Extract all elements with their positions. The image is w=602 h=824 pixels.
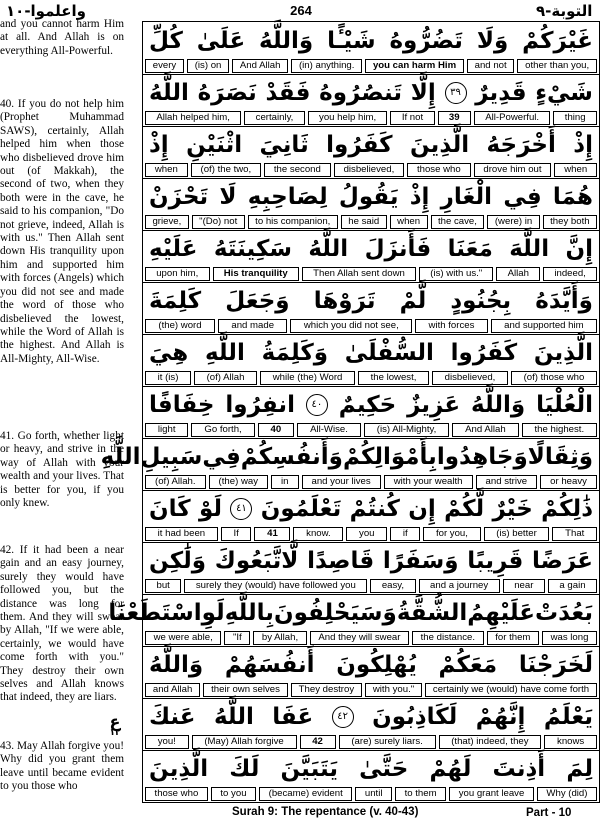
english-gloss-row: [145, 59, 597, 73]
arabic-word: كُلِّ: [149, 27, 183, 54]
verse-line: [143, 490, 599, 542]
arabic-word: عَنكَ: [149, 703, 196, 730]
english-gloss-row: [145, 683, 597, 697]
english-gloss: Then Allah sent down: [302, 267, 416, 281]
english-gloss: was long: [542, 631, 597, 645]
arabic-word: خَيْرٌ: [492, 495, 533, 522]
english-gloss: 40: [258, 423, 295, 437]
arabic-word: بِجُنُودٍ: [450, 287, 512, 314]
verse-line: [143, 334, 599, 386]
english-gloss: in: [271, 475, 298, 489]
english-gloss: and strive: [476, 475, 538, 489]
arabic-word: سَبِيلِ: [140, 443, 203, 470]
english-gloss-row: [145, 267, 597, 281]
english-gloss: which you did not see,: [290, 319, 412, 333]
arabic-word: انفِرُوا: [225, 391, 295, 418]
arabic-text: [143, 230, 599, 267]
english-gloss: easy,: [370, 579, 415, 593]
arabic-word: لَكَ: [229, 755, 260, 782]
arabic-word: لَكَاذِبُونَ: [372, 703, 458, 730]
arabic-word: قَرِيبًا: [467, 547, 524, 574]
english-gloss: with your wealth: [384, 475, 473, 489]
arabic-word: اللَّهِ: [100, 443, 141, 470]
arabic-word: غَيْرَكُمْ: [522, 27, 593, 54]
english-gloss: (is) All-Mighty,: [364, 423, 449, 437]
arabic-word: إِن: [408, 495, 436, 522]
ayah-number-marker: ٣٩: [445, 82, 467, 104]
arabic-word: مَعَنَا: [447, 235, 493, 262]
arabic-word: سَكِينَتَهُ: [213, 235, 292, 262]
arabic-word: الْعُلْيَا: [536, 391, 593, 418]
arabic-word: وَجَعَلَ: [225, 287, 290, 314]
english-gloss: They destroy: [291, 683, 362, 697]
english-gloss: to his companion,: [248, 215, 338, 229]
arabic-word: لَّمْ: [399, 287, 427, 314]
verse-line: [100, 438, 599, 490]
english-gloss: If not: [390, 111, 434, 125]
arabic-word: تَرَوْهَا: [313, 287, 376, 314]
ruku-marker: [106, 714, 124, 738]
arabic-text: [143, 646, 599, 683]
arabic-text: [100, 438, 599, 475]
arabic-word: تَعْلَمُونَ: [260, 495, 342, 522]
arabic-word: لِصَاحِبِهِ: [247, 183, 328, 210]
english-gloss: Go forth,: [191, 423, 254, 437]
english-gloss: If: [221, 527, 252, 541]
arabic-word: تَحْزَنْ: [149, 183, 209, 210]
arabic-word: السُّفْلَىٰ: [344, 339, 434, 366]
arabic-word: عَفَا: [272, 703, 314, 730]
arabic-word: قَاصِدًا: [307, 547, 375, 574]
english-gloss: every: [145, 59, 184, 73]
english-gloss-row: [145, 163, 597, 177]
arabic-word: الْغَارِ: [440, 183, 493, 210]
english-gloss: know.: [293, 527, 343, 541]
arabic-word: إِذْ: [149, 131, 169, 158]
arabic-word: فَأَنزَلَ: [364, 235, 432, 262]
arabic-word: لَّكُمْ: [444, 495, 485, 522]
english-gloss: near: [503, 579, 545, 593]
arabic-word: لَّاتَّبَعُوكَ: [214, 547, 299, 574]
english-gloss: grieve,: [145, 215, 189, 229]
english-gloss: it (is): [145, 371, 191, 385]
english-gloss: (became) evident: [259, 787, 352, 801]
arabic-word: كَفَرُوا: [326, 131, 393, 158]
arabic-word: لَوِ: [201, 599, 225, 626]
english-gloss: and made: [218, 319, 287, 333]
english-gloss: And Allah: [232, 59, 288, 73]
verse-line: [143, 126, 599, 178]
english-gloss: (the) way: [209, 475, 268, 489]
arabic-word: وَكَلِمَةُ: [261, 339, 329, 366]
english-gloss: (is) better: [484, 527, 550, 541]
arabic-word: الَّذِينَ: [533, 339, 593, 366]
page-number: 264: [290, 3, 312, 18]
arabic-text: [143, 750, 599, 787]
arabic-word: وَلَٰكِن: [149, 547, 207, 574]
english-gloss: (in) anything.: [291, 59, 362, 73]
english-gloss: the second: [264, 163, 331, 177]
arabic-word: وَثِقَالًا: [527, 443, 593, 470]
english-gloss: other than you,: [517, 59, 597, 73]
english-gloss: and Allah: [145, 683, 200, 697]
arabic-text: [143, 386, 599, 423]
juz-name-arabic: واعلموا-١٠: [6, 2, 86, 20]
arabic-word: وَاللَّهُ: [149, 651, 204, 678]
english-gloss: (of) Allah.: [145, 475, 206, 489]
english-gloss: the highest.: [522, 423, 597, 437]
verse-line: [143, 74, 599, 126]
ayah-number-marker: ٤٠: [306, 394, 328, 416]
arabic-word: لَوْ: [199, 495, 223, 522]
english-gloss-row: [145, 527, 597, 541]
english-gloss: And Allah: [452, 423, 518, 437]
arabic-word: وَاللَّهُ: [471, 391, 526, 418]
arabic-text: [143, 282, 599, 319]
english-gloss: you: [346, 527, 387, 541]
arabic-text: [143, 542, 599, 579]
ruku-number: ١٢: [109, 728, 121, 738]
english-gloss: All-Powerful.: [474, 111, 551, 125]
english-gloss: with you.": [365, 683, 422, 697]
english-gloss: (of) those who: [511, 371, 597, 385]
arabic-word: يَقُولُ: [338, 183, 399, 210]
english-gloss: That: [552, 527, 597, 541]
verse-line: [143, 178, 599, 230]
english-gloss: the cave,: [431, 215, 485, 229]
english-gloss: Allah: [496, 267, 540, 281]
verse-line: [143, 542, 599, 594]
arabic-text: [143, 178, 599, 215]
arabic-word: عَلَيْهِمُ: [467, 599, 535, 626]
english-gloss: until: [355, 787, 392, 801]
arabic-word: مَعَكُمْ: [438, 651, 498, 678]
arabic-word: شَيْـًٔا: [327, 27, 376, 54]
arabic-word: بِاللَّهِ: [224, 599, 274, 626]
arabic-word: ثَانِيَ: [259, 131, 309, 158]
arabic-word: وَاللَّهُ: [259, 27, 314, 54]
verse-line: [108, 594, 599, 646]
english-gloss: to you: [211, 787, 256, 801]
english-gloss: thing: [553, 111, 597, 125]
arabic-text: [143, 22, 599, 59]
english-gloss: if: [390, 527, 420, 541]
arabic-word: وَأَيَّدَهُ: [535, 287, 593, 314]
english-gloss-row: [145, 475, 597, 489]
english-gloss: you help him,: [308, 111, 388, 125]
arabic-word: لَا: [219, 183, 237, 210]
arabic-text: [143, 334, 599, 371]
english-gloss: And they will swear: [310, 631, 409, 645]
arabic-text: [143, 74, 599, 111]
verse-line: [143, 22, 599, 74]
english-gloss: with forces: [415, 319, 488, 333]
arabic-word: عَرَضًا: [532, 547, 593, 574]
arabic-word: تَضُرُّوهُ: [389, 27, 463, 54]
arabic-word: نَصَرَهُ: [197, 79, 257, 106]
arabic-word: يَتَبَيَّنَ: [280, 755, 338, 782]
english-gloss: he said: [341, 215, 387, 229]
arabic-word: يُهْلِكُونَ: [336, 651, 417, 678]
arabic-word: وَأَنفُسِكُمْ: [240, 443, 343, 470]
english-gloss: you can harm Him: [365, 59, 464, 73]
english-gloss: for you,: [423, 527, 480, 541]
arabic-word: إِذْ: [573, 131, 593, 158]
arabic-word: إِنَّ: [565, 235, 593, 262]
arabic-word: كَانَ: [149, 495, 191, 522]
english-gloss: the distance.: [412, 631, 484, 645]
arabic-word: يَعْلَمُ: [543, 703, 593, 730]
arabic-word: فِي: [503, 183, 542, 210]
english-gloss: (is) with us.": [419, 267, 493, 281]
english-gloss: Allah helped him,: [145, 111, 241, 125]
verse-line: [143, 698, 599, 750]
arabic-word: وَجَاهِدُوا: [436, 443, 528, 470]
arabic-word: وَسَفَرًا: [382, 547, 459, 574]
english-gloss: you grant leave: [449, 787, 534, 801]
english-gloss: and supported him: [491, 319, 597, 333]
english-gloss: disbelieved,: [334, 163, 404, 177]
english-gloss: Why (did): [537, 787, 597, 801]
arabic-word: فَقَدْ: [265, 79, 311, 106]
arabic-text: [143, 126, 599, 163]
english-gloss: (of) the two,: [191, 163, 261, 177]
arabic-word: اللَّهُ: [149, 79, 189, 106]
arabic-word: إِلَّا: [410, 79, 436, 106]
english-gloss-row: [145, 215, 597, 229]
english-gloss: those who: [145, 787, 208, 801]
english-gloss: upon him,: [145, 267, 210, 281]
arabic-word: هُمَا: [552, 183, 593, 210]
english-gloss: (that) indeed, they: [439, 735, 542, 749]
english-gloss-row: [145, 735, 597, 749]
arabic-word: كُنتُمْ: [349, 495, 400, 522]
verse-line: [143, 646, 599, 698]
english-gloss: indeed,: [543, 267, 597, 281]
arabic-word: إِنَّهُمْ: [475, 703, 526, 730]
arabic-word: عَلَىٰ: [196, 27, 246, 54]
english-gloss: their own selves: [203, 683, 288, 697]
arabic-word: فِي: [202, 443, 241, 470]
english-gloss: 42: [300, 735, 336, 749]
arabic-word: بَعُدَتْ: [534, 599, 593, 626]
english-gloss-row: [145, 111, 597, 125]
english-gloss: to them: [395, 787, 446, 801]
english-gloss: and your lives: [302, 475, 381, 489]
english-gloss: or heavy: [540, 475, 597, 489]
english-gloss: "(Do) not: [192, 215, 245, 229]
surah-name-arabic: التوبة-٩: [536, 2, 593, 20]
arabic-word: الشُّقَّةُ: [396, 599, 468, 626]
english-gloss: by Allah,: [253, 631, 306, 645]
english-gloss: light: [145, 423, 188, 437]
arabic-word: اللَّهُ: [308, 235, 349, 262]
arabic-word: عَزِيزٌ: [407, 391, 461, 418]
english-gloss: disbelieved,: [432, 371, 508, 385]
verse-line: [143, 230, 599, 282]
english-gloss: (May) Allah forgive: [192, 735, 297, 749]
english-gloss: those who: [407, 163, 470, 177]
english-gloss: and not: [467, 59, 515, 73]
arabic-word: تَنصُرُوهُ: [319, 79, 403, 106]
arabic-word: كَلِمَةَ: [149, 287, 202, 314]
english-gloss: 39: [438, 111, 471, 125]
english-gloss: (are) surely liars.: [339, 735, 436, 749]
commentary-paragraph: 43. May Allah forgive you! Why did you grant them leave until became evident to you those who: [0, 740, 124, 793]
english-gloss: when: [390, 215, 428, 229]
english-gloss: it had been: [145, 527, 218, 541]
english-gloss: you!: [145, 735, 189, 749]
ayah-number-marker: ٤٢: [332, 706, 354, 728]
commentary-paragraph: 41. Go forth, whether light or heavy, and strive in the way of Allah with your wealth and your lives. That is better for you, if you only knew.: [0, 430, 124, 510]
arabic-word: الَّذِينَ: [409, 131, 470, 158]
english-gloss: (of) Allah: [194, 371, 257, 385]
arabic-word: اسْتَطَعْنَا: [108, 599, 202, 626]
arabic-word: خِفَافًا: [149, 391, 215, 418]
english-gloss: when: [554, 163, 597, 177]
english-gloss: drove him out: [474, 163, 552, 177]
arabic-word: لِمَ: [566, 755, 593, 782]
english-gloss: we were able,: [145, 631, 221, 645]
arabic-word: أَخْرَجَهُ: [486, 131, 556, 158]
arabic-word: اللَّهِ: [204, 339, 245, 366]
english-gloss: (the) word: [145, 319, 215, 333]
arabic-word: أَذِنتَ: [492, 755, 546, 782]
english-gloss: knows: [544, 735, 597, 749]
verse-line: [143, 282, 599, 334]
verse-line: [143, 386, 599, 438]
ayah-number-marker: ٤١: [230, 498, 252, 520]
arabic-text: [143, 698, 599, 735]
arabic-word: حَتَّىٰ: [359, 755, 409, 782]
english-gloss: "If: [224, 631, 250, 645]
footer-part: Part - 10: [526, 807, 572, 819]
arabic-word: هِيَ: [149, 339, 189, 366]
english-gloss: the lowest,: [358, 371, 429, 385]
arabic-word: عَلَيْهِ: [149, 235, 198, 262]
arabic-word: ذَٰلِكُمْ: [541, 495, 593, 522]
arabic-word: أَنفُسَهُمْ: [224, 651, 315, 678]
english-gloss: while (the) Word: [260, 371, 355, 385]
arabic-word: قَدِيرٌ: [475, 79, 527, 106]
english-gloss: (is) on: [187, 59, 229, 73]
arabic-text: [143, 490, 599, 527]
arabic-word: شَيْءٍ: [535, 79, 593, 106]
english-gloss-row: [145, 423, 597, 437]
english-gloss: certainly we (would) have come forth: [425, 683, 597, 697]
ruku-symbol: ع: [109, 712, 121, 731]
english-gloss-row: [145, 319, 597, 333]
commentary-paragraph: 42. If it had been a near gain and an easy journey, surely they would have followed you, but the distance was long for them. And they will swear by Allah, "If we were able, certainly, we would have come forth with you." They destroy their own selves and Allah knows that indeed, they are liars.: [0, 544, 124, 704]
english-gloss-row: [145, 631, 597, 645]
arabic-word: اللَّهُ: [213, 703, 254, 730]
commentary-column: [0, 18, 126, 798]
english-gloss-row: [145, 579, 597, 593]
english-gloss: surely they (would) have followed you: [184, 579, 367, 593]
arabic-word: اللَّهَ: [509, 235, 550, 262]
arabic-word: الَّذِينَ: [149, 755, 209, 782]
commentary-paragraph: 40. If you do not help him (Prophet Muhammad SAWS), certainly, Allah helped him when those who disbelieved drove him out (of Makkah), the second of two, when they both were in the cave, he said to his companion, "Do not grieve, indeed, Allah is with us." Then Allah sent down His tranquility upon him and supported him with forces (Angels) which you did not see and made the word of those who disbelieved the lowest, while the Word of Allah is the highest. And Allah is All-Mighty, All-Wise.: [0, 98, 124, 365]
commentary-paragraph: and you cannot harm Him at all. And Allah is on everything All-Powerful.: [0, 18, 124, 57]
arabic-word: لَخَرَجْنَا: [518, 651, 593, 678]
footer-surah-title: Surah 9: The repentance (v. 40-43): [232, 806, 419, 818]
english-gloss: for them: [487, 631, 539, 645]
arabic-word: إِذْ: [409, 183, 430, 210]
english-gloss-row: [145, 787, 597, 801]
english-gloss: but: [145, 579, 181, 593]
arabic-text: [108, 594, 599, 631]
arabic-word: لَهُمْ: [429, 755, 472, 782]
english-gloss: they both: [543, 215, 597, 229]
english-gloss-row: [145, 371, 597, 385]
arabic-word: كَفَرُوا: [450, 339, 518, 366]
english-gloss: His tranquility: [213, 267, 299, 281]
arabic-word: اثْنَيْنِ: [186, 131, 243, 158]
english-gloss: 41: [254, 527, 290, 541]
arabic-word: حَكِيمٌ: [338, 391, 397, 418]
arabic-word: وَسَيَحْلِفُونَ: [273, 599, 397, 626]
english-gloss: certainly,: [244, 111, 304, 125]
english-gloss: All-Wise.: [297, 423, 361, 437]
arabic-word: وَلَا: [476, 27, 509, 54]
english-gloss: (were) in: [487, 215, 539, 229]
verse-line: [143, 750, 599, 802]
english-gloss: when: [145, 163, 188, 177]
arabic-word: بِأَمْوَالِكُمْ: [342, 443, 437, 470]
english-gloss: and a journey: [419, 579, 500, 593]
english-gloss: a gain: [548, 579, 597, 593]
